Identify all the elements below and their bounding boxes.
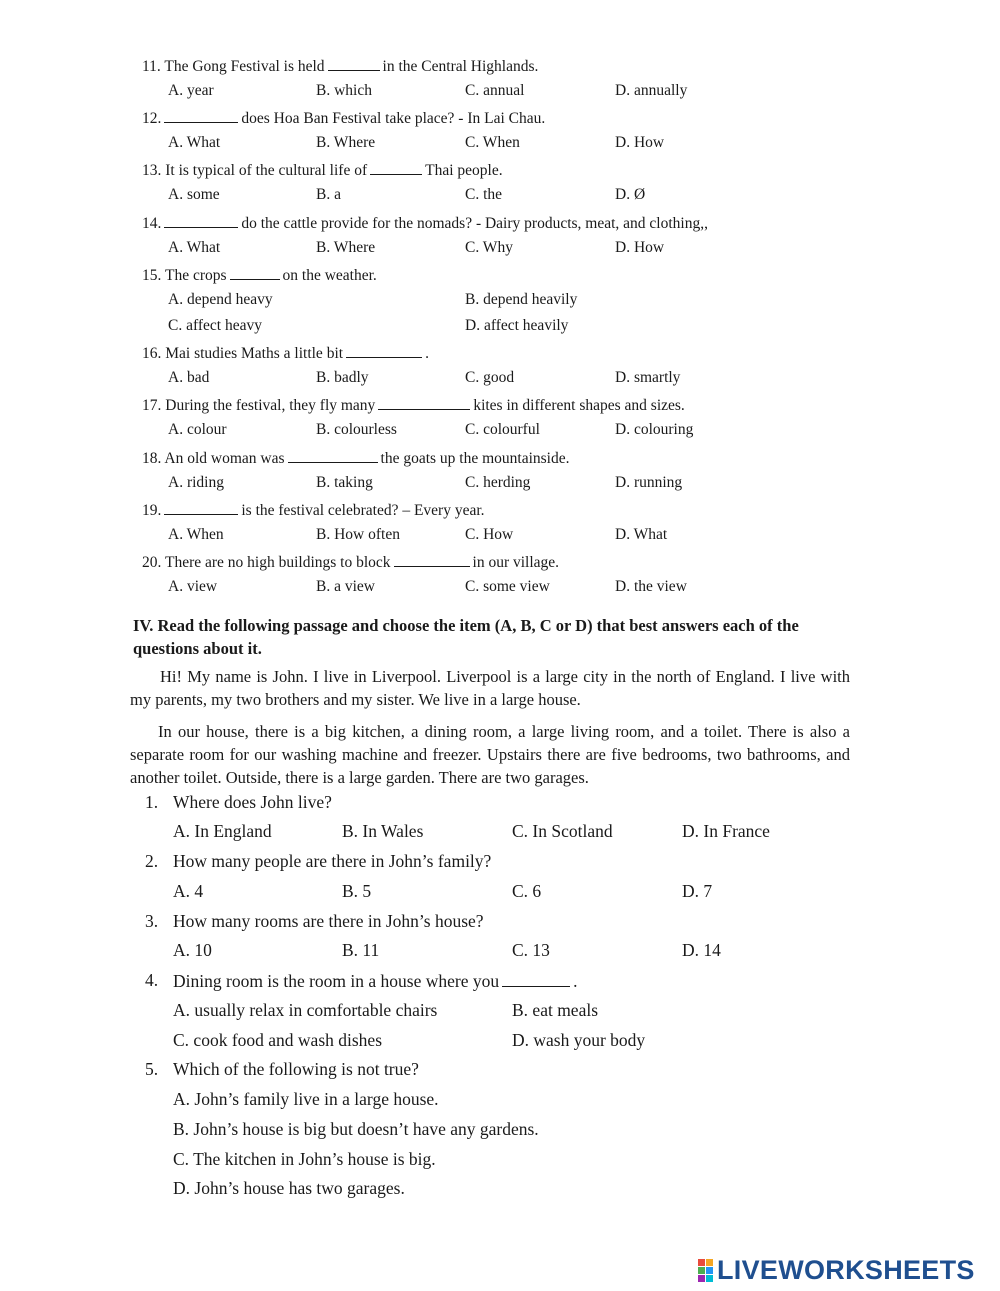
option-c[interactable]: C. annual: [465, 82, 525, 99]
option-d[interactable]: D. John’s house has two garages.: [173, 1178, 405, 1198]
option-b[interactable]: B. 11: [342, 940, 380, 960]
reading-question-3: How many rooms are there in John’s house?: [173, 911, 484, 931]
option-a[interactable]: A. riding: [168, 474, 224, 491]
logo-block: [706, 1267, 713, 1274]
answer-blank[interactable]: [288, 448, 378, 463]
option-d[interactable]: D. How: [615, 134, 665, 151]
option-c[interactable]: C. colourful: [465, 421, 540, 438]
option-b[interactable]: B. How often: [316, 526, 400, 543]
option-c[interactable]: C. How: [465, 526, 514, 543]
answer-blank[interactable]: [502, 970, 570, 987]
answer-blank[interactable]: [164, 108, 238, 123]
question-12: 12. does Hoa Ban Festival take place? - In Lai Chau.: [142, 110, 546, 127]
answer-blank[interactable]: [370, 160, 422, 175]
option-c[interactable]: C. good: [465, 369, 515, 386]
liveworksheets-logo: [698, 1256, 975, 1284]
reading-question-2: How many people are there in John’s family?: [173, 851, 492, 871]
question-16: 16. Mai studies Maths a little bit .: [142, 345, 429, 362]
option-c[interactable]: C. The kitchen in John’s house is big.: [173, 1149, 436, 1169]
option-c[interactable]: C. In Scotland: [512, 821, 613, 841]
option-c[interactable]: C. 13: [512, 940, 550, 960]
option-a[interactable]: A. usually relax in comfortable chairs: [173, 1000, 438, 1020]
option-a[interactable]: A. In England: [173, 821, 272, 841]
option-c[interactable]: C. cook food and wash dishes: [173, 1030, 383, 1050]
option-b[interactable]: B. colourless: [316, 421, 397, 438]
option-a[interactable]: A. some: [168, 186, 220, 203]
option-c[interactable]: C. affect heavy: [168, 317, 262, 334]
option-a[interactable]: A. When: [168, 526, 224, 543]
option-b[interactable]: B. depend heavily: [465, 291, 578, 308]
question-18: 18. An old woman was the goats up the mountainside.: [142, 450, 570, 467]
option-b[interactable]: B. taking: [316, 474, 373, 491]
option-a[interactable]: A. What: [168, 239, 221, 256]
reading-question-4: Dining room is the room in a house where you .: [173, 971, 578, 991]
answer-blank[interactable]: [164, 213, 238, 228]
option-d[interactable]: D. Ø: [615, 186, 646, 203]
option-c[interactable]: C. the: [465, 186, 503, 203]
reading-question-number: 2.: [145, 851, 159, 871]
reading-question-5: Which of the following is not true?: [173, 1059, 419, 1079]
logo-block: [698, 1275, 705, 1282]
reading-question-number: 4.: [145, 970, 159, 990]
option-c[interactable]: C. Why: [465, 239, 513, 256]
question-20: 20. There are no high buildings to block in our village.: [142, 554, 560, 571]
option-a[interactable]: A. 4: [173, 881, 204, 901]
option-d[interactable]: D. the view: [615, 578, 687, 595]
question-17: 17. During the festival, they fly many kites in different shapes and sizes.: [142, 397, 685, 414]
logo-block: [698, 1259, 705, 1266]
logo-block: [706, 1275, 713, 1282]
option-b[interactable]: B. 5: [342, 881, 372, 901]
option-d[interactable]: D. wash your body: [512, 1030, 646, 1050]
logo-blocks-icon: [698, 1259, 713, 1282]
option-a[interactable]: A. What: [168, 134, 221, 151]
answer-blank[interactable]: [378, 395, 470, 410]
question-14: 14. do the cattle provide for the nomads? - Dairy products, meat, and clothing,,: [142, 215, 708, 232]
option-b[interactable]: B. badly: [316, 369, 369, 386]
reading-question-1: Where does John live?: [173, 792, 332, 812]
option-c[interactable]: C. 6: [512, 881, 542, 901]
option-c[interactable]: C. When: [465, 134, 520, 151]
option-b[interactable]: B. Where: [316, 239, 376, 256]
question-19: 19. is the festival celebrated? – Every year.: [142, 502, 485, 519]
option-d[interactable]: D. 14: [682, 940, 721, 960]
reading-question-number: 5.: [145, 1059, 159, 1079]
option-c[interactable]: C. herding: [465, 474, 531, 491]
answer-blank[interactable]: [164, 500, 238, 515]
logo-block: [706, 1259, 713, 1266]
option-a[interactable]: A. 10: [173, 940, 212, 960]
option-d[interactable]: D. 7: [682, 881, 713, 901]
passage-paragraph-1: Hi! My name is John. I live in Liverpool. Liverpool is a large city in the north of England. I live with my parents, my two brothers and my sister. We live in a large house.: [130, 667, 850, 709]
question-15: 15. The crops on the weather.: [142, 267, 377, 284]
option-d[interactable]: D. smartly: [615, 369, 681, 386]
answer-blank[interactable]: [328, 56, 380, 71]
option-a[interactable]: A. colour: [168, 421, 227, 438]
question-13: 13. It is typical of the cultural life of Thai people.: [142, 162, 503, 179]
option-a[interactable]: A. depend heavy: [168, 291, 273, 308]
logo-text: LIVEWORKSHEETS: [717, 1254, 975, 1285]
option-b[interactable]: B. a view: [316, 578, 375, 595]
option-a[interactable]: A. bad: [168, 369, 210, 386]
option-d[interactable]: D. annually: [615, 82, 688, 99]
option-d[interactable]: D. What: [615, 526, 668, 543]
option-d[interactable]: D. In France: [682, 821, 770, 841]
answer-blank[interactable]: [394, 552, 470, 567]
option-d[interactable]: D. affect heavily: [465, 317, 569, 334]
option-b[interactable]: B. Where: [316, 134, 376, 151]
option-b[interactable]: B. a: [316, 186, 341, 203]
option-b[interactable]: B. John’s house is big but doesn’t have any gardens.: [173, 1119, 539, 1139]
reading-question-number: 1.: [145, 792, 159, 812]
option-b[interactable]: B. eat meals: [512, 1000, 599, 1020]
passage-paragraph-2: In our house, there is a big kitchen, a dining room, a large living room, and a toilet. There is also a separate room for our washing machine and freezer. Upstairs there are five bedrooms, two bathrooms, and another toilet. Outside, there is a large garden. There are two garages.: [130, 722, 850, 787]
question-11: 11. The Gong Festival is held in the Central Highlands.: [142, 58, 539, 75]
option-a[interactable]: A. year: [168, 82, 214, 99]
option-d[interactable]: D. running: [615, 474, 683, 491]
option-d[interactable]: D. colouring: [615, 421, 694, 438]
option-b[interactable]: B. which: [316, 82, 372, 99]
option-a[interactable]: A. John’s family live in a large house.: [173, 1089, 439, 1109]
option-b[interactable]: B. In Wales: [342, 821, 424, 841]
option-a[interactable]: A. view: [168, 578, 218, 595]
reading-question-number: 3.: [145, 911, 159, 931]
logo-block: [698, 1267, 705, 1274]
option-c[interactable]: C. some view: [465, 578, 550, 595]
section-heading: IV. Read the following passage and choose the item (A, B, C or D) that best answers each of the questions about it.: [133, 616, 799, 658]
answer-blank[interactable]: [230, 265, 280, 280]
option-d[interactable]: D. How: [615, 239, 665, 256]
answer-blank[interactable]: [346, 343, 422, 358]
